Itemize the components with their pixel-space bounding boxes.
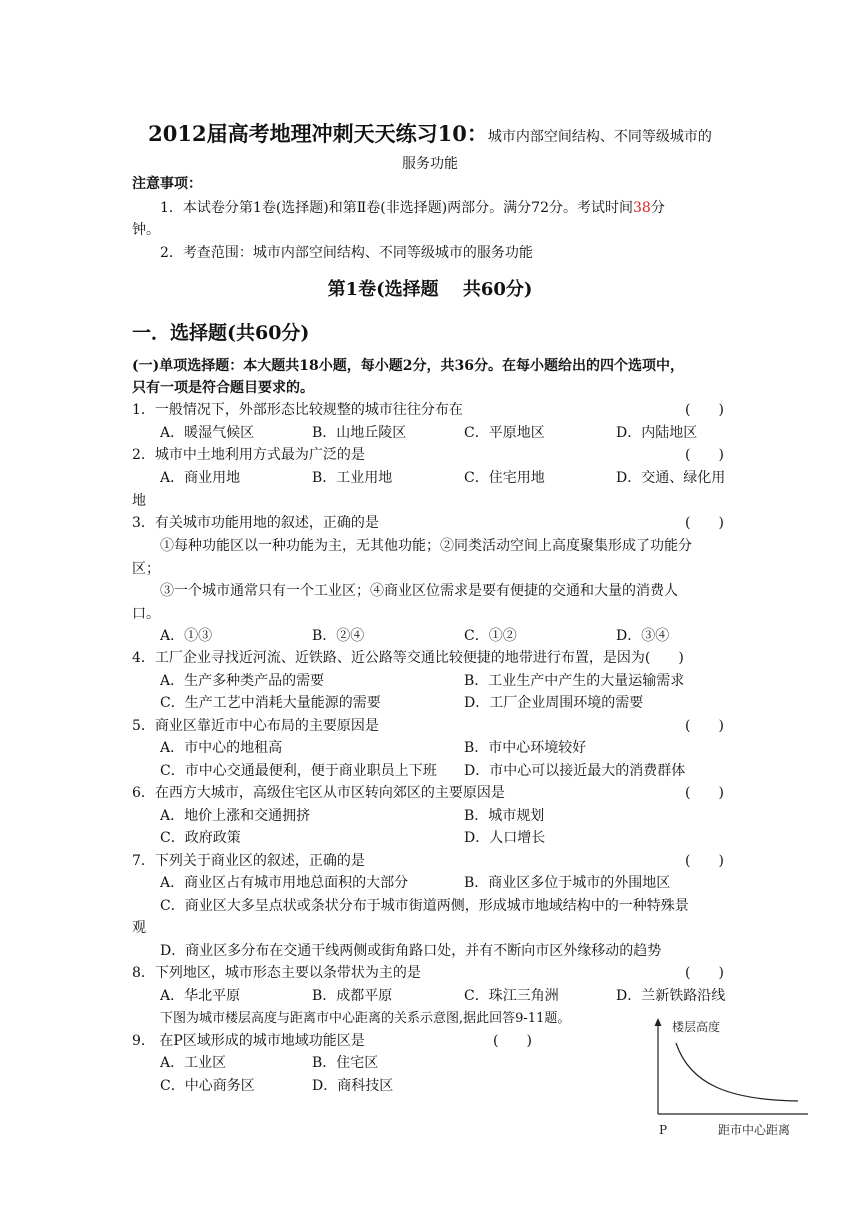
question-1-option-d: D．内陆地区 [616,425,698,441]
question-4-option-c: C．生产工艺中消耗大量能源的需要 [160,695,381,711]
question-4-option-a: A．生产多种类产品的需要 [160,673,325,689]
document-title [0,118,860,148]
question-3-statement-1-wrap: 区； [132,561,160,577]
question-9-option-b: B．住宅区 [312,1055,379,1071]
question-1-option-b: B．山地丘陵区 [312,425,407,441]
question-8-option-a: A．华北平原 [160,988,241,1004]
question-2-stem: 2．城市中土地利用方式最为广泛的是 [132,447,365,463]
question-3-option-c: C．①② [464,628,517,644]
question-3-stem: 3．有关城市功能用地的叙述，正确的是 [132,515,379,531]
question-3-statement-1: ①每种功能区以一种功能为主，无其他功能；②同类活动空间上高度聚集形成了功能分 [160,538,692,554]
question-3-option-b: B．②④ [312,628,365,644]
question-3-option-a: A．①③ [160,628,213,644]
question-5-option-a: A．市中心的地租高 [160,740,283,756]
question-2-option-d: D．交通、绿化用 [616,470,726,486]
question-6-option-b: B．城市规划 [464,808,545,824]
question-7-option-c-wrap: 观 [132,920,146,936]
question-5-answer: ( ) [685,718,724,734]
notes-item-2: 2．考查范围：城市内部空间结构、不同等级城市的服务功能 [160,245,533,261]
part-title: 第1卷(选择题 共60分) [327,279,533,300]
title-sub: 城市内部空间结构、不同等级城市的 [487,129,712,145]
question-1-stem: 1．一般情况下，外部形态比较规整的城市往往分布在 [132,402,463,418]
question-6-stem: 6．在西方大城市，高级住宅区从市区转向郊区的主要原因是 [132,785,505,801]
floor-height-distance-figure [640,1010,840,1145]
question-8-answer: ( ) [685,965,724,981]
x-axis-label: 距市中心距离 [718,1123,791,1137]
question-6-option-a: A．地价上涨和交通拥挤 [160,808,311,824]
question-5-option-d: D．市中心可以接近最大的消费群体 [464,763,686,779]
y-axis-label: 楼层高度 [672,1020,721,1034]
question-7-option-c: C．商业区大多呈点状或条状分布于城市街道两侧，形成城市地域结构中的一种特殊景 [160,898,689,914]
notes-item-1: 1．本试卷分第1卷(选择题)和第Ⅱ卷(非选择题)两部分。满分72分。考试时间38分 [160,200,665,216]
question-2-option-c: C．住宅用地 [464,470,545,486]
question-3-option-d: D．③④ [616,628,670,644]
question-4-option-d: D．工厂企业周围环境的需要 [464,695,644,711]
question-9-answer: ( ) [493,1033,532,1049]
question-3-statement-2: ③一个城市通常只有一个工业区；④商业区位需求是要有便捷的交通和大量的消费人 [160,583,678,599]
instruction-line-2: 只有一项是符合题目要求的。 [132,380,314,396]
question-6-option-d: D．人口增长 [464,830,546,846]
question-5-option-b: B．市中心环境较好 [464,740,587,756]
question-5-stem: 5．商业区靠近市中心布局的主要原因是 [132,718,379,734]
notes-heading: 注意事项： [132,176,202,192]
question-2-option-d-wrap: 地 [132,493,146,509]
question-7-answer: ( ) [685,853,724,869]
question-4-option-b: B．工业生产中产生的大量运输需求 [464,673,685,689]
question-7-stem: 7．下列关于商业区的叙述，正确的是 [132,853,365,869]
question-6-answer: ( ) [685,785,724,801]
origin-label: P [659,1123,668,1137]
question-5-option-c: C．市中心交通最便利，便于商业职员上下班 [160,763,437,779]
figure-intro: 下图为城市楼层高度与距离市中心距离的关系示意图,据此回答9-11题。 [160,1011,571,1026]
title-main: 2012届高考地理冲刺天天练习10： [148,121,488,146]
question-2-answer: ( ) [685,447,724,463]
question-8-option-c: C．珠江三角洲 [464,988,559,1004]
question-9-stem: 9． 在P区域形成的城市地域功能区是 [132,1033,365,1049]
question-2-option-b: B．工业用地 [312,470,393,486]
question-7-option-b: B．商业区多位于城市的外围地区 [464,875,671,891]
question-9-option-c: C．中心商务区 [160,1078,255,1094]
question-6-option-c: C．政府政策 [160,830,241,846]
question-1-answer: ( ) [685,402,724,418]
question-9-option-a: A．工业区 [160,1055,227,1071]
exam-time: 38 [633,200,651,216]
question-4-stem: 4．工厂企业寻找近河流、近铁路、近公路等交通比较便捷的地带进行布置，是因为( ) [132,650,684,666]
question-8-option-d: D．兰新铁路沿线 [616,988,726,1004]
question-7-option-d: D．商业区多分布在交通干线两侧或街角路口处，并有不断向市区外缘移动的趋势 [160,943,662,959]
section-title: 一．选择题(共60分) [132,322,310,344]
question-3-statement-2-wrap: 口。 [132,606,160,622]
instruction-line-1: (一)单项选择题：本大题共18小题，每小题2分，共36分。在每小题给出的四个选项中， [132,358,684,374]
question-1-option-a: A．暖湿气候区 [160,425,255,441]
notes-item-1-wrap: 钟。 [132,222,160,238]
question-9-option-d: D．商科技区 [312,1078,394,1094]
height-curve [676,1043,798,1101]
question-1-option-c: C．平原地区 [464,425,545,441]
document-title-line2: 服务功能 [402,156,458,172]
question-7-option-a: A．商业区占有城市用地总面积的大部分 [160,875,409,891]
question-2-option-a: A．商业用地 [160,470,241,486]
question-3-answer: ( ) [685,515,724,531]
question-8-option-b: B．成都平原 [312,988,393,1004]
question-8-stem: 8．下列地区，城市形态主要以条带状为主的是 [132,965,421,981]
y-axis-arrow [655,1018,662,1026]
